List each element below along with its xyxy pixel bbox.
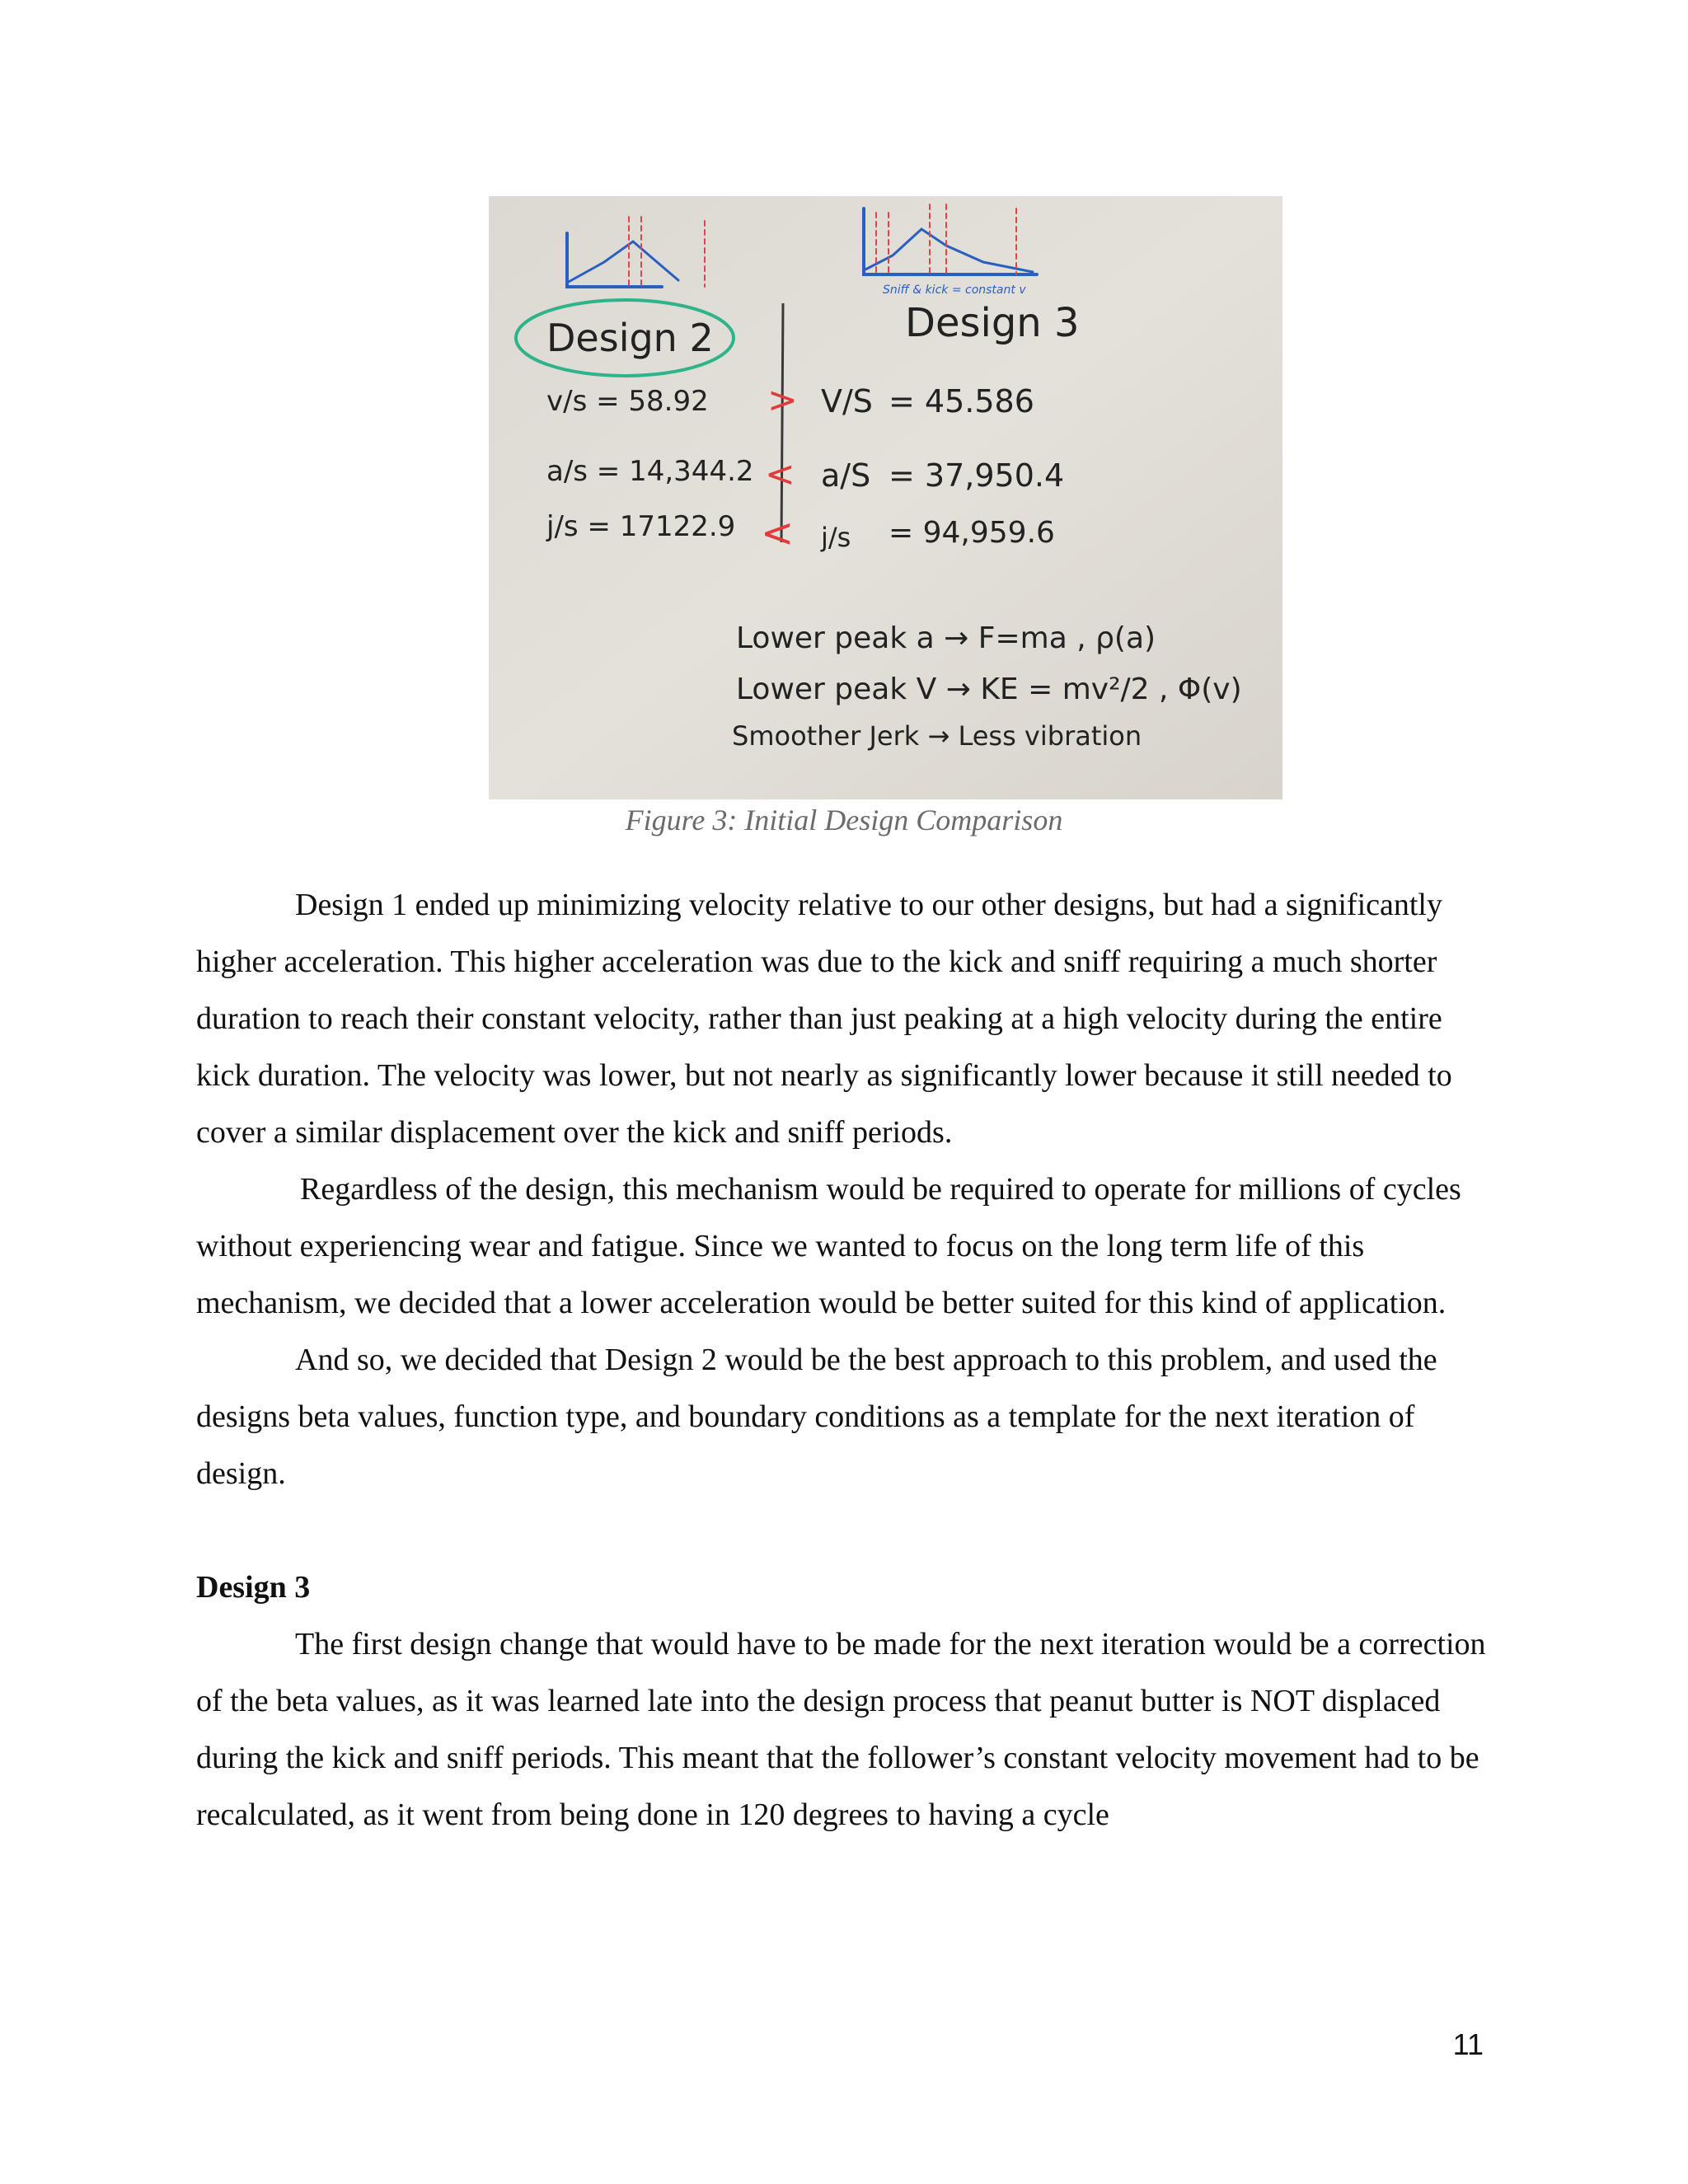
note-smoother-jerk: Smoother Jerk → Less vibration [732,720,1142,752]
paragraph-2: Regardless of the design, this mechanism would be required to operate for millions of cycles without experiencing wear and fatigue. Since we wanted to focus on the long term life of this mechanism, we decided that a lower acceleration would be better suited for this kind of application. [196,1172,1461,1320]
design2-acceleration: a/s = 14,344.2 [546,455,754,488]
design3-jerk-label: j/s [821,522,851,553]
sniff-kick-note: Sniff & kick = constant v [883,284,1026,297]
design2-jerk: j/s = 17122.9 [546,510,736,543]
compare-op-velocity: > [767,379,798,421]
compare-op-jerk: < [761,510,795,556]
design3-velocity-label: V/S [821,383,873,419]
whiteboard-photo [489,196,1282,799]
whiteboard-divider [781,303,783,542]
page-number: 11 [1452,2027,1484,2061]
design3-acceleration-value: = 37,950.4 [889,457,1065,494]
section-heading: Design 3 [196,1570,311,1605]
design3-acceleration-label: a/S [821,457,871,494]
paragraph-1: Design 1 ended up minimizing velocity relative to our other designs, but had a significantly higher acceleration. This higher acceleration was due to the kick and sniff requiring a much shorter duration to reach their constant velocity, rather than just peaking at a high velocity during the entire kick duration. The velocity was lower, but not nearly as significantly lower because it still needed to cover a similar displacement over the kick and sniff periods. [196,888,1452,1150]
note-lower-peak-v: Lower peak V → KE = mv²/2 , Φ(v) [736,673,1242,706]
design3-velocity-value: = 45.586 [889,383,1034,419]
design2-velocity: v/s = 58.92 [546,385,709,418]
design3-title: Design 3 [905,300,1080,346]
design3-jerk-value: = 94,959.6 [889,516,1055,550]
paragraph-4: The first design change that would have to be made for the next iteration would be a correction of the beta values, as it was learned late into the design process that peanut butter is NOT displaced during the kick and sniff periods. This meant that the follower’s constant velocity movement had to be recalculated, as it went from being done in 120 degrees to having a cycle [196,1627,1486,1832]
paragraph-3: And so, we decided that Design 2 would be the best approach to this problem, and used the designs beta values, function type, and boundary conditions as a template for the next iteration of design. [196,1343,1437,1491]
note-lower-peak-a: Lower peak a → F=ma , ρ(a) [736,621,1156,655]
compare-op-acceleration: < [765,453,795,495]
body-text [196,877,1498,1844]
figure-caption: Figure 3: Initial Design Comparison [625,804,1063,837]
design2-title: Design 2 [546,316,714,360]
